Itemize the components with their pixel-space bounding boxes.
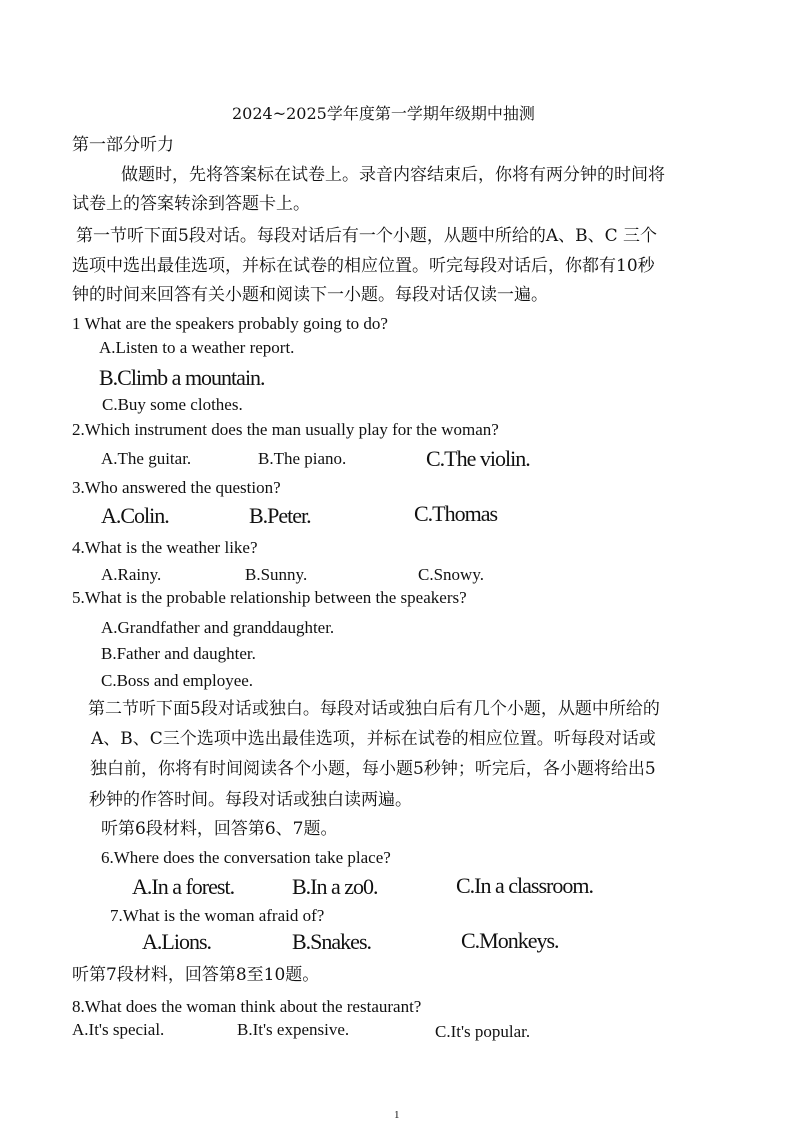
section1-line-1: 第一节听下面5段对话。每段对话后有一个小题，从题中所给的A、B、C 三个 (76, 226, 657, 246)
material-7-note: 听第7段材料，回答第8至10题。 (72, 965, 320, 985)
question-8: 8.What does the woman think about the restaurant? (72, 997, 422, 1016)
question-5: 5.What is the probable relationship between the speakers? (72, 588, 467, 607)
q4-option-b: B.Sunny. (245, 565, 308, 584)
part1-heading: 第一部分听力 (72, 135, 174, 155)
q6-option-a: A.In a forest. (132, 874, 235, 899)
page-number: 1 (394, 1109, 400, 1121)
q1-option-a: A.Listen to a weather report. (99, 338, 295, 357)
section2-line-2: A、B、C三个选项中选出最佳选项，并标在试卷的相应位置。听每段对话或 (91, 729, 656, 749)
q8-option-c: C.It's popular. (435, 1022, 531, 1041)
q2-option-a: A.The guitar. (101, 449, 192, 468)
q3-option-a: A.Colin. (101, 503, 169, 528)
q2-option-b: B.The piano. (258, 449, 347, 468)
q6-option-b: B.In a zo0. (292, 874, 378, 899)
q1-option-b: B.Climb a mountain. (99, 365, 265, 390)
instructions-line-2: 试卷上的答案转涂到答题卡上。 (72, 194, 310, 214)
q8-option-a: A.It's special. (72, 1020, 165, 1039)
question-1: 1 What are the speakers probably going to do? (72, 314, 388, 333)
q4-option-a: A.Rainy. (101, 565, 162, 584)
q1-option-c: C.Buy some clothes. (102, 395, 243, 414)
q8-option-b: B.It's expensive. (237, 1020, 350, 1039)
q2-option-c: C.The violin. (426, 446, 530, 471)
section2-line-3: 独白前，你将有时间阅读各个小题，每小题5秒钟；听完后，各小题将给出5 (90, 759, 656, 779)
q3-option-c: C.Thomas (414, 501, 498, 526)
q5-option-c: C.Boss and employee. (101, 671, 254, 690)
section1-line-3: 钟的时间来回答有关小题和阅读下一小题。每段对话仅读一遍。 (72, 285, 548, 305)
question-4: 4.What is the weather like? (72, 538, 258, 557)
q6-option-c: C.In a classroom. (456, 873, 593, 898)
question-6: 6.Where does the conversation take place? (101, 848, 391, 867)
q7-option-a: A.Lions. (142, 929, 211, 954)
question-7: 7.What is the woman afraid of? (110, 906, 325, 925)
section1-line-2: 选项中选出最佳选项，并标在试卷的相应位置。听完每段对话后，你都有10秒 (72, 256, 655, 276)
question-3: 3.Who answered the question? (72, 478, 281, 497)
page-title: 2024~2025学年度第一学期年级期中抽测 (232, 104, 535, 123)
section2-line-1: 第二节听下面5段对话或独白。每段对话或独白后有几个小题，从题中所给的 (88, 699, 660, 719)
section2-line-4: 秒钟的作答时间。每段对话或独白读两遍。 (89, 790, 412, 810)
q5-option-a: A.Grandfather and granddaughter. (101, 618, 335, 637)
q7-option-b: B.Snakes. (292, 929, 371, 954)
material-6-note: 听第6段材料，回答第6、7题。 (101, 819, 338, 839)
q3-option-b: B.Peter. (249, 503, 311, 528)
instructions-line-1: 做题时，先将答案标在试卷上。录音内容结束后，你将有两分钟的时间将 (121, 165, 665, 185)
q7-option-c: C.Monkeys. (461, 928, 559, 953)
q5-option-b: B.Father and daughter. (101, 644, 256, 663)
question-2: 2.Which instrument does the man usually play for the woman? (72, 420, 499, 439)
q4-option-c: C.Snowy. (418, 565, 484, 584)
